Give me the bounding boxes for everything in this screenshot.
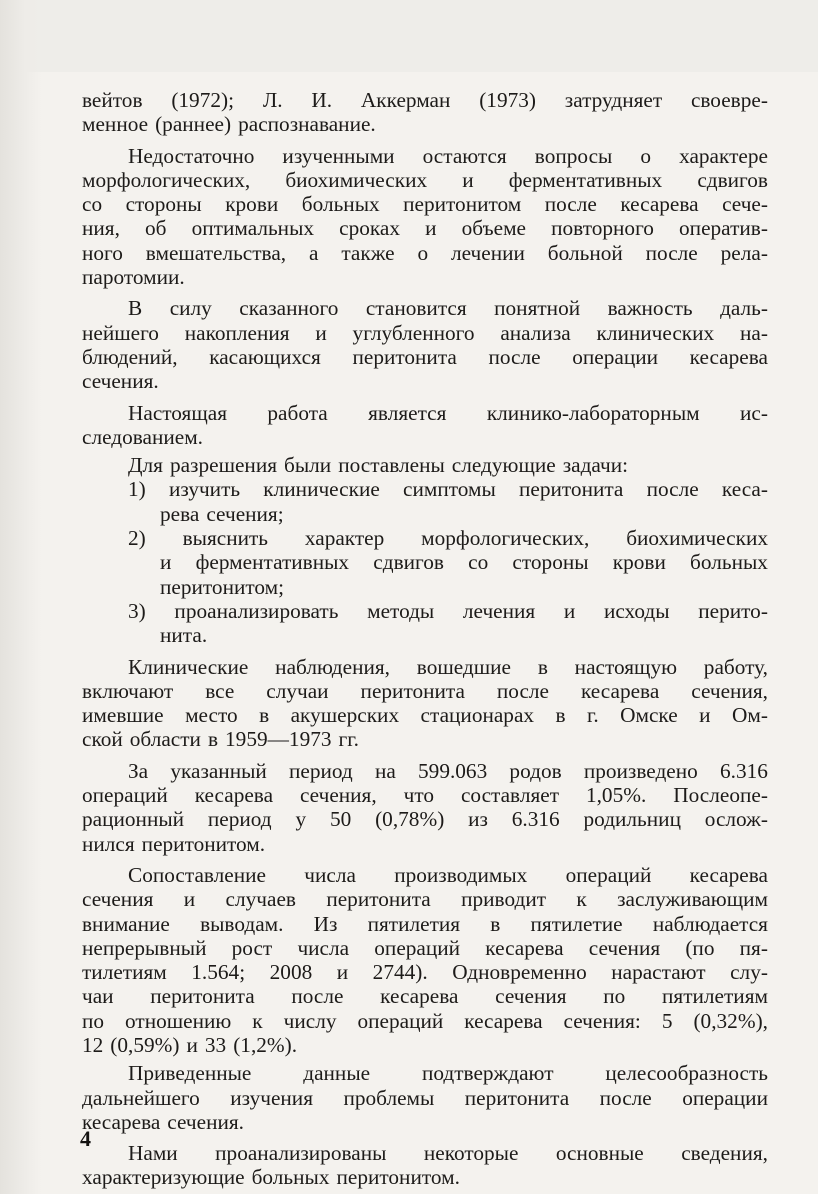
text-line: имевшие место в акушерских стационарах в г. Омске и Ом- bbox=[82, 703, 768, 728]
text-line: чаи перитонита после кесарева сечения по пятилетиям bbox=[82, 984, 768, 1009]
text-line: За указанный период на 599.063 родов произведено 6.316 bbox=[128, 758, 768, 783]
text-line: Настоящая работа является клинико-лабораторным ис- bbox=[128, 400, 768, 425]
text-line: нейшего накопления и углубленного анализа клинических на- bbox=[82, 320, 768, 345]
text-line: менное (раннее) распознавание. bbox=[82, 112, 376, 137]
text-line: ния, об оптимальных сроках и объеме повторного оператив- bbox=[82, 216, 768, 241]
text-line: характеризующие больных перитонитом. bbox=[82, 1165, 460, 1190]
paragraph bbox=[82, 526, 768, 599]
paragraph bbox=[82, 1061, 768, 1134]
text-line: морфологических, биохимических и ферментативных сдвигов bbox=[82, 167, 768, 192]
text-line: Для разрешения были поставлены следующие задачи: bbox=[128, 453, 629, 478]
paragraph bbox=[82, 1141, 768, 1190]
text-line: Сопоставление числа производимых операций кесарева bbox=[128, 862, 768, 887]
text-line: перитонитом; bbox=[160, 574, 285, 599]
paragraph bbox=[82, 863, 768, 1057]
text-line: Нами проанализированы некоторые основные сведения, bbox=[128, 1141, 768, 1166]
paragraph bbox=[82, 144, 768, 290]
text-line: рева сечения; bbox=[160, 501, 284, 526]
text-line: В силу сказанного становится понятной важность даль- bbox=[128, 296, 768, 321]
text-line: блюдений, касающихся перитонита после операции кесарева bbox=[82, 344, 768, 369]
text-line: нита. bbox=[160, 623, 208, 648]
paragraph bbox=[82, 759, 768, 856]
text-line: включают все случаи перитонита после кесарева сечения, bbox=[82, 678, 768, 703]
text-line: вейтов (1972); Л. И. Аккерман (1973) затрудняет своевре- bbox=[82, 88, 768, 112]
text-line: паротомии. bbox=[82, 265, 185, 290]
text-line: непрерывный рост числа операций кесарева сечения (по пя- bbox=[82, 935, 768, 960]
paragraph bbox=[82, 401, 768, 450]
paragraph bbox=[82, 655, 768, 752]
text-line: тилетиям 1.564; 2008 и 2744). Одновременно нарастают слу- bbox=[82, 960, 768, 985]
text-line: следованием. bbox=[82, 424, 204, 449]
text-line: 1) изучить клинические симптомы перитонита после кеса- bbox=[128, 477, 768, 502]
text-line: кесарева сечения. bbox=[82, 1109, 245, 1134]
text-line: внимание выводам. Из пятилетия в пятилетие наблюдается bbox=[82, 911, 768, 936]
text-line: нился перитонитом. bbox=[82, 831, 266, 856]
text-line: рационный период у 50 (0,78%) из 6.316 родильниц ослож- bbox=[82, 807, 768, 832]
text-line: Недостаточно изученными остаются вопросы о характере bbox=[128, 143, 768, 168]
text-line: 12 (0,59%) и 33 (1,2%). bbox=[82, 1032, 298, 1057]
text-line: ской области в 1959—1973 гг. bbox=[82, 727, 359, 752]
text-line: Клинические наблюдения, вошедшие в настоящую работу, bbox=[128, 654, 768, 679]
text-line: 2) выяснить характер морфологических, биохимических bbox=[128, 526, 768, 551]
paragraph bbox=[82, 599, 768, 648]
page-number: 4 bbox=[80, 1126, 91, 1151]
text-line: и ферментативных сдвигов со стороны крови больных bbox=[160, 550, 768, 575]
paragraph bbox=[82, 88, 768, 137]
page-body-text bbox=[82, 88, 768, 1190]
text-line: со стороны крови больных перитонитом после кесарева сече- bbox=[82, 192, 768, 217]
text-line: Приведенные данные подтверждают целесообразность bbox=[128, 1061, 768, 1086]
paragraph bbox=[82, 453, 768, 477]
text-line: сечения. bbox=[82, 369, 159, 394]
paragraph bbox=[82, 296, 768, 393]
text-line: дальнейшего изучения проблемы перитонита после операции bbox=[82, 1085, 768, 1110]
text-line: 3) проанализировать методы лечения и исходы перито- bbox=[128, 598, 768, 623]
scan-top-margin bbox=[0, 0, 818, 72]
scan-left-edge bbox=[0, 0, 42, 1194]
text-line: по отношению к числу операций кесарева сечения: 5 (0,32%), bbox=[82, 1008, 768, 1033]
text-line: сечения и случаев перитонита приводит к заслуживающим bbox=[82, 887, 768, 912]
text-line: операций кесарева сечения, что составляет 1,05%. Послеопе- bbox=[82, 783, 768, 808]
paragraph bbox=[82, 477, 768, 526]
text-line: ного вмешательства, а также о лечении больной после рела- bbox=[82, 240, 768, 265]
